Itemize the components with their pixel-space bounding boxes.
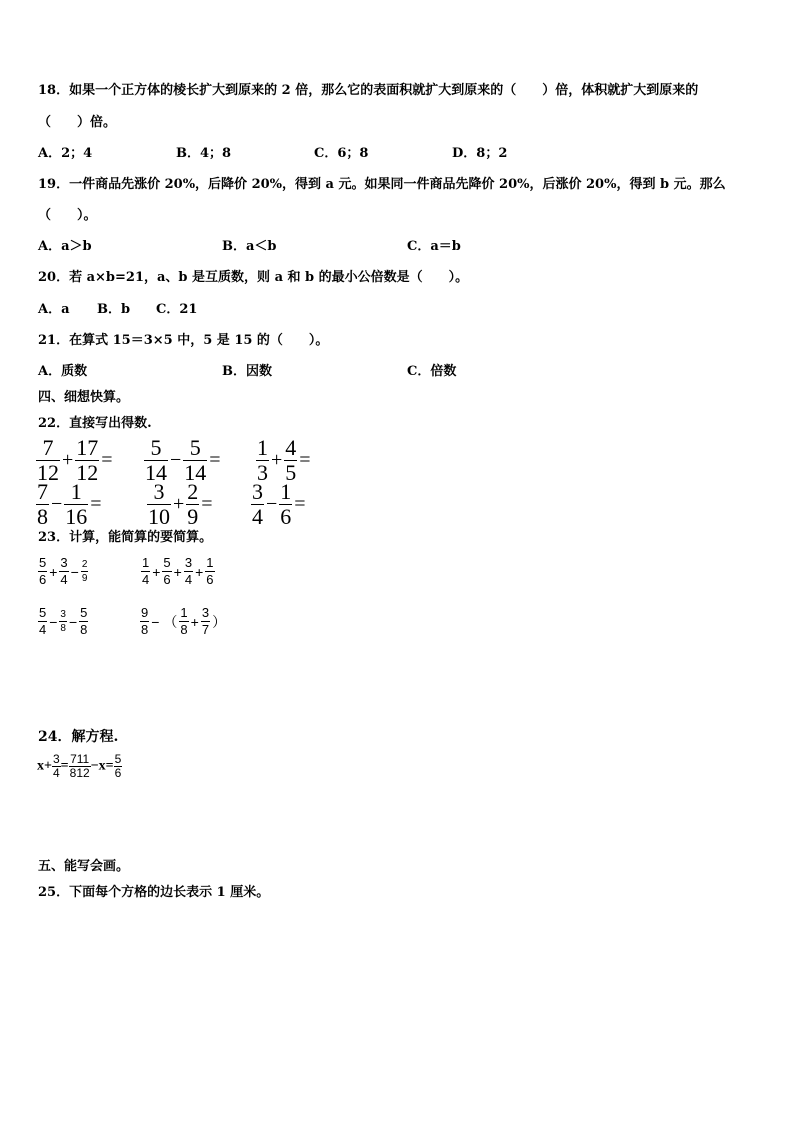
fraction: $\frac{3}{4}$ (60, 555, 68, 587)
q22-title: 22．直接写出得数. (38, 416, 152, 431)
fraction: $\frac{5}{6}$ (114, 752, 122, 780)
q20-option-a: A．a (38, 302, 70, 317)
q22-expr-2: $\frac{5}{14}$ − $\frac{5}{14}$ = (145, 435, 221, 485)
q24-title: 24．解方程. (38, 729, 119, 745)
q19-line2: （ ）。 (38, 208, 97, 223)
q25-title: 25．下面每个方格的边长表示 1 厘米。 (38, 885, 270, 900)
q19-option-c: C．a＝b (407, 239, 461, 254)
q18-option-a: A．2；4 (38, 146, 93, 161)
q23-expr-4: $\frac{9}{8}$ − （ $\frac{1}{8}$ + $\frac{3}{7}$ ） (141, 605, 227, 637)
q21-line1: 21．在算式 15＝3×5 中，5 是 15 的（ ）。 (38, 333, 329, 348)
q18-option-d: D．8；2 (452, 146, 508, 161)
q23-expr-3: $\frac{5}{4}$ − $\frac{3}{8}$ − $\frac{5}{8}$ (39, 605, 88, 637)
q21-option-c: C．倍数 (407, 364, 457, 379)
fraction: $\frac{3}{7}$ (201, 605, 210, 637)
fraction: $\frac{3}{4}$ (184, 555, 193, 587)
q23-expr-1: $\frac{5}{6}$ + $\frac{3}{4}$ − $\frac{2}{9}$ (39, 555, 88, 587)
fraction: $\frac{17}{12}$ (76, 435, 99, 485)
fraction: $\frac{7}{8}$ (37, 479, 48, 529)
fraction: $\frac{1}{16}$ (65, 479, 88, 529)
fraction: $\frac{5}{8}$ (80, 605, 88, 637)
section-4-heading: 四、细想快算。 (38, 390, 130, 405)
q20-option-b: B．b (97, 302, 131, 317)
fraction: $\frac{2}{9}$ (187, 479, 199, 529)
q19-option-b: B．a＜b (222, 239, 277, 254)
fraction: $\frac{1}{6}$ (280, 479, 292, 529)
fraction: $\frac{1}{3}$ (257, 435, 268, 485)
q23-title: 23．计算，能简算的要简算。 (38, 530, 213, 545)
fraction: $\frac{3}{8}$ (60, 609, 66, 634)
section-5-heading: 五、能写会画。 (38, 859, 130, 874)
q21-option-b: B．因数 (222, 364, 272, 379)
fraction: $\frac{5}{14}$ (184, 435, 207, 485)
fraction: $\frac{4}{5}$ (285, 435, 297, 485)
fraction: $\frac{7}{12}$ (37, 435, 59, 485)
fraction: $\frac{3}{4}$ (52, 752, 60, 780)
fraction: $\frac{5}{6}$ (39, 555, 47, 587)
q20-option-c: C．21 (156, 302, 198, 317)
q20-line1: 20．若 a×b=21，a、b 是互质数，则 a 和 b 的最小公倍数是（ ）。 (38, 270, 469, 285)
fraction: $\frac{2}{9}$ (81, 559, 88, 584)
fraction: $\frac{9}{8}$ (141, 605, 149, 637)
fraction: $\frac{1}{8}$ (180, 605, 188, 637)
fraction: $\frac{5}{4}$ (39, 605, 47, 637)
q19-line1: 19．一件商品先涨价 20%，后降价 20%，得到 a 元。如果同一件商品先降价 20%，后涨价 20%，得到 b 元。那么 (38, 177, 726, 192)
fraction: $\frac{1}{6}$ (206, 555, 214, 587)
q18-option-b: B．4；8 (176, 146, 232, 161)
q18-line1: 18．如果一个正方体的棱长扩大到原来的 2 倍，那么它的表面积就扩大到原来的（ ）倍，体积就扩大到原来的 (38, 83, 699, 98)
fraction: $\frac{1}{4}$ (142, 555, 150, 587)
q18-line2: （ ）倍。 (38, 115, 117, 130)
q22-expr-5: $\frac{3}{10}$ + $\frac{2}{9}$ = (148, 479, 213, 529)
q23-expr-2: $\frac{1}{4}$ + $\frac{5}{6}$ + $\frac{3}{4}$ + $\frac{1}{6}$ (142, 555, 214, 587)
q22-expr-1: $\frac{7}{12}$ + $\frac{17}{12}$ = (37, 435, 113, 485)
q21-option-a: A．质数 (38, 364, 88, 379)
fraction: $\frac{3}{4}$ (252, 479, 263, 529)
q24-equation: x+ $\frac{3}{4}$ = $\frac{711}{812}$ −x= $\frac{5}{6}$ (37, 752, 122, 780)
q18-option-c: C．6；8 (314, 146, 369, 161)
q19-option-a: A．a＞b (38, 239, 92, 254)
fraction: $\frac{711}{812}$ (69, 752, 90, 780)
fraction: $\frac{3}{10}$ (148, 479, 170, 529)
fraction: $\frac{5}{14}$ (145, 435, 167, 485)
fraction: $\frac{5}{6}$ (163, 555, 171, 587)
q22-expr-3: $\frac{1}{3}$ + $\frac{4}{5}$ = (257, 435, 311, 485)
q22-expr-6: $\frac{3}{4}$ − $\frac{1}{6}$ = (252, 479, 306, 529)
q22-expr-4: $\frac{7}{8}$ − $\frac{1}{16}$ = (37, 479, 102, 529)
